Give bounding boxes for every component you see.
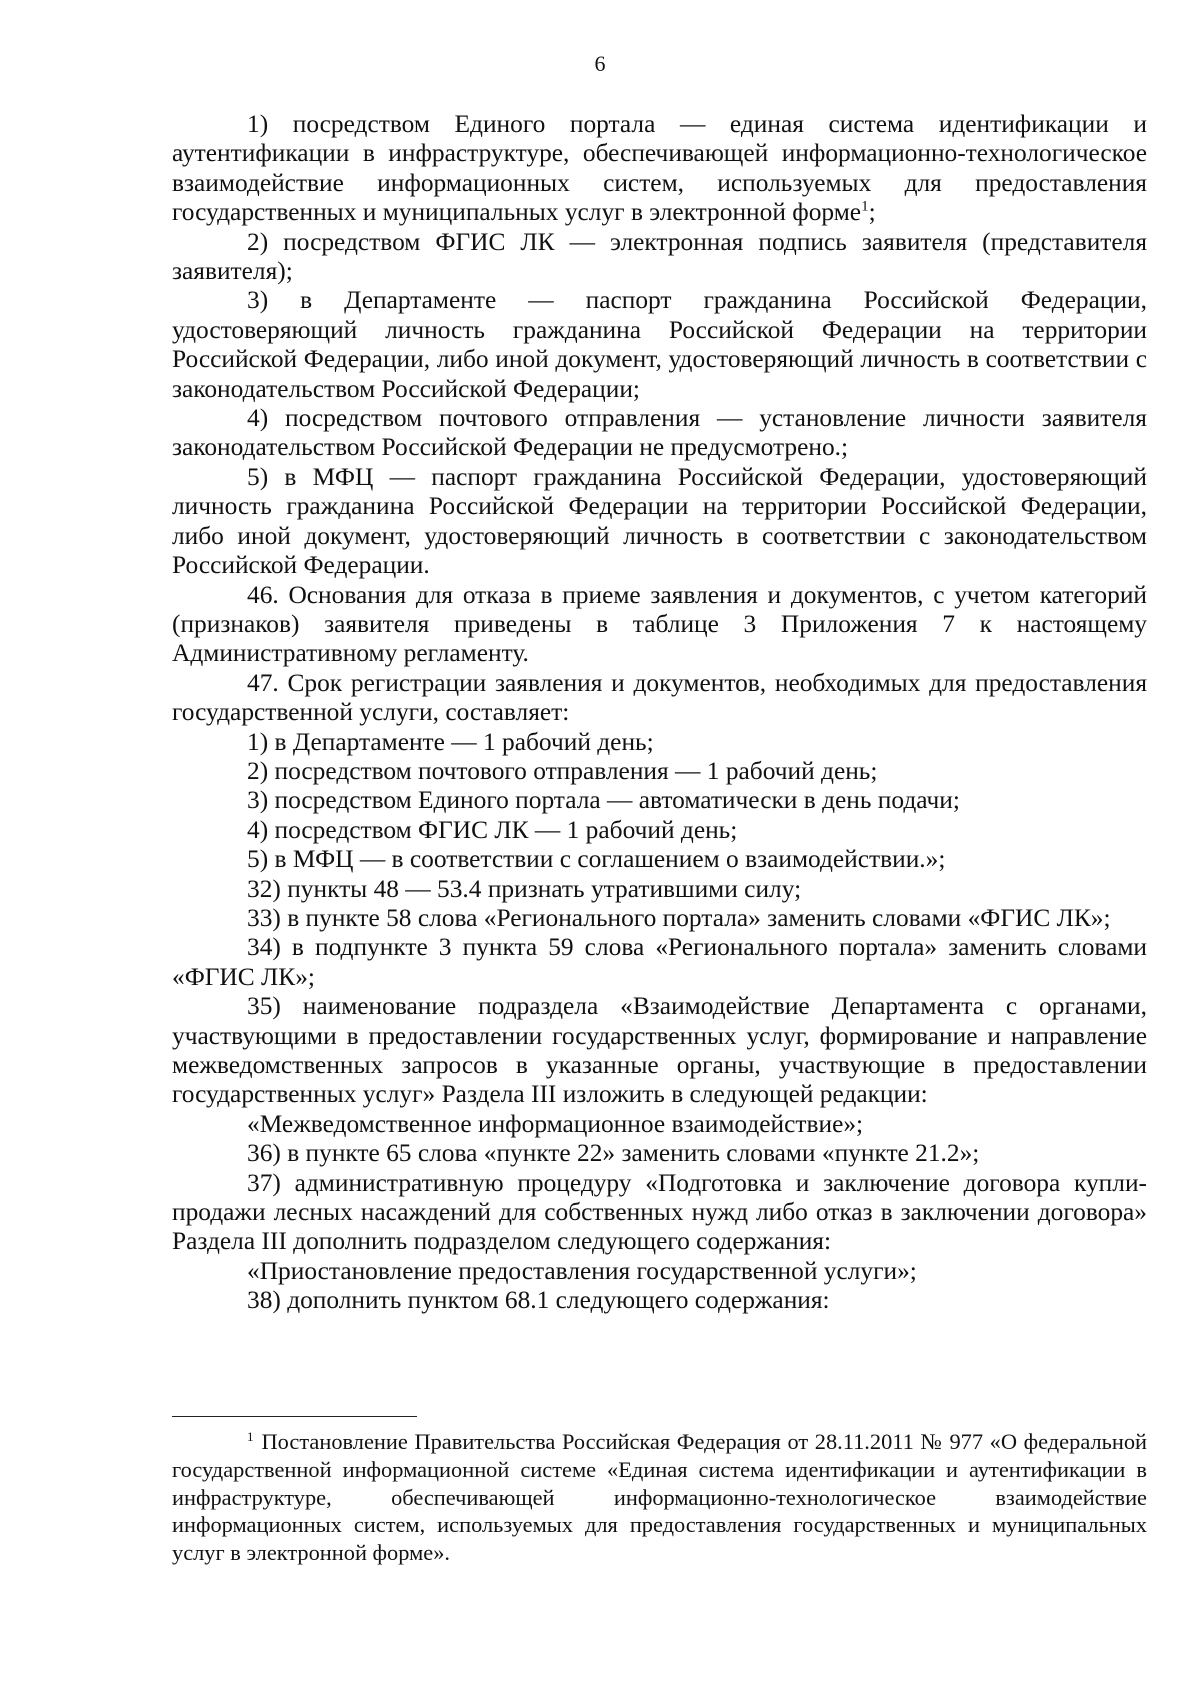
page-number: 6 [594,51,606,76]
footnote-divider [172,1416,417,1417]
paragraph-amendment-35: 35) наименование подраздела «Взаимодействие Департамента с органами, участвующими в предоставлении государственных услуг, формирование и направление межведомственных запросов в указанные органы, участвующие в предоставлении государственных услуг» Раздела III изложить в следующей редакции: [172,992,1147,1109]
paragraph-amendment-37: 37) административную процедуру «Подготовка и заключение договора купли-продажи лесных насаждений для собственных нужд либо отказ в заключении договора» Раздела III дополнить подразделом следующего содержания: [172,1168,1147,1256]
paragraph-amendment-38: 38) дополнить пунктом 68.1 следующего содержания: [247,1286,830,1315]
paragraph-item-46: 46. Основания для отказа в приеме заявления и документов, с учетом категорий (признаков) заявителя приведены в таблице 3 Приложения 7 к настоящему Административному регламенту. [172,580,1147,668]
paragraph-amendment-34: 34) в подпункте 3 пункта 59 слова «Регионального портала» заменить словами «ФГИС ЛК»; [172,933,1147,991]
paragraph-subitem-5-mfc: 5) в МФЦ — паспорт гражданина Российской Федерации, удостоверяющий личность гражданина Российской Федерации на территории Российской Федерации, либо иной документ, удостоверяющий личность в соответствии с законодательством Российской Федерации. [172,462,1147,580]
paragraph-subitem-1-unified-portal [172,110,1147,228]
paragraph-subitem-4-post: 4) посредством почтового отправления — установление личности заявителя законодательством Российской Федерации не предусмотрено.; [172,404,1147,462]
paragraph-text: 1) посредством Единого портала — единая система идентификации и аутентификации в инфраструктуре, обеспечивающей информационно-технологическое взаимодействие информационных систем, используемых для предоставления государственных и муниципальных услуг в электронной форме [172,110,1147,227]
paragraph-punctuation: ; [868,198,876,227]
paragraph-item-47-sub-5: 5) в МФЦ — в соответствии с соглашением о взаимодействии.»; [247,845,946,874]
paragraph-item-47: 47. Срок регистрации заявления и документов, необходимых для предоставления государственной услуги, составляет: [172,668,1147,727]
paragraph-subsection-title-suspension: «Приостановление предоставления государственной услуги»; [247,1256,917,1285]
paragraph-item-47-sub-3: 3) посредством Единого портала — автоматически в день подачи; [247,786,960,815]
paragraph-item-47-sub-4: 4) посредством ФГИС ЛК — 1 рабочий день; [247,815,738,844]
footnote-reference: 1 [861,198,869,215]
paragraph-amendment-32: 32) пункты 48 — 53.4 признать утратившими силу; [247,874,802,903]
paragraph-item-47-sub-2: 2) посредством почтового отправления — 1 рабочий день; [247,756,878,785]
paragraph-subsection-title-interagency: «Межведомственное информационное взаимодействие»; [247,1109,864,1138]
footnote [172,1428,1147,1567]
footnote-paragraph [172,1428,1147,1567]
footnote-mark: 1 [247,1428,254,1444]
paragraph-subitem-3-department: 3) в Департаменте — паспорт гражданина Российской Федерации, удостоверяющий личность гражданина Российской Федерации на территории Российской Федерации, либо иной документ, удостоверяющий личность в соответствии с законодательством Российской Федерации; [172,286,1147,403]
paragraph-subitem-2-fgis: 2) посредством ФГИС ЛК — электронная подпись заявителя (представителя заявителя); [172,227,1147,286]
footnote-text: Постановление Правительства Российская Федерация от 28.11.2011 № 977 «О федеральной государственной информационной системе «Единая система идентификации и аутентификации в инфраструктуре, обеспечивающей информационно-технологическое взаимодействие информационных систем, используемых для предоставления государственных и муниципальных услуг в электронной форме». [172,1429,1147,1566]
paragraph-amendment-33: 33) в пункте 58 слова «Регионального портала» заменить словами «ФГИС ЛК»; [247,903,1111,932]
paragraph-item-47-sub-1: 1) в Департаменте — 1 рабочий день; [247,727,654,756]
document-body [172,110,1147,1316]
paragraph-amendment-36: 36) в пункте 65 слова «пункте 22» заменить словами «пункте 21.2»; [247,1139,980,1168]
